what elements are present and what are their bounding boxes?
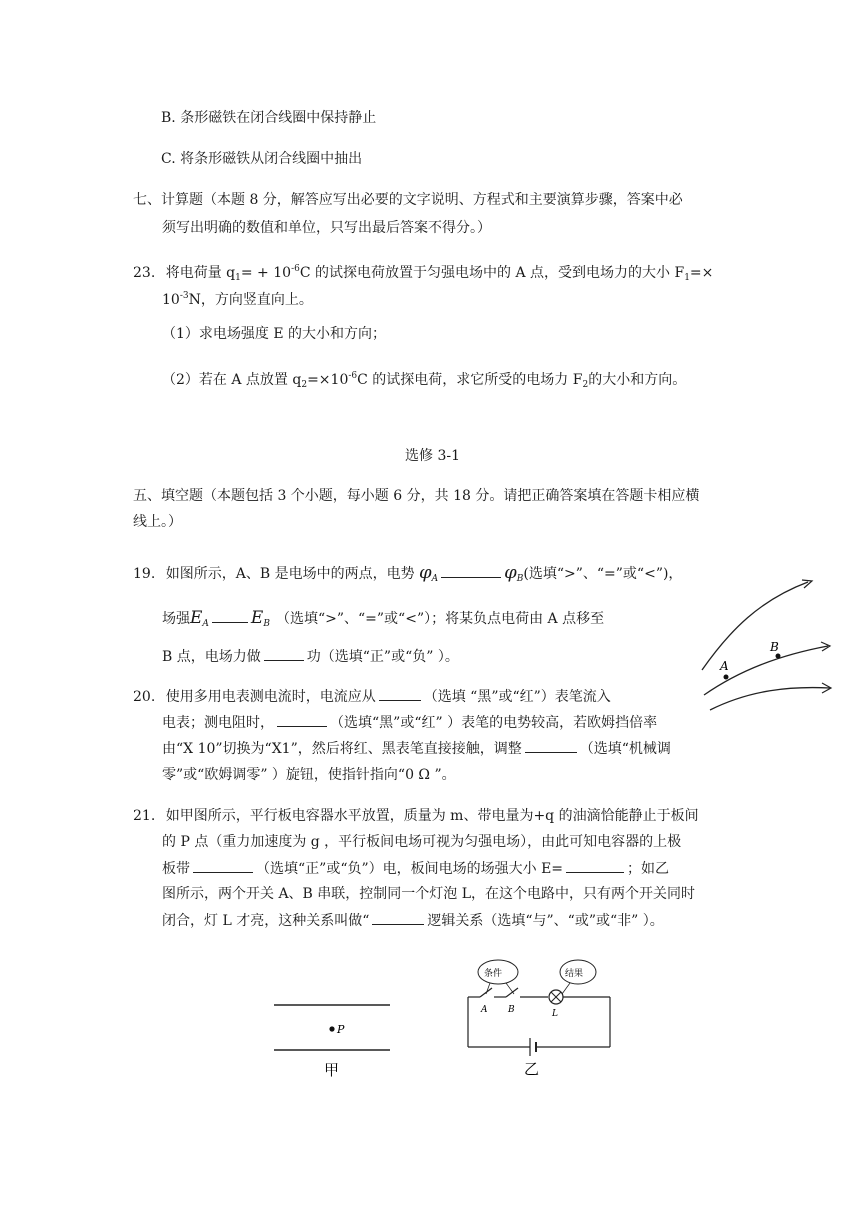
oil-drop-p: [329, 1026, 334, 1031]
q19-line1: 19. 如图所示，A、B 是电场中的两点，电势 $\varphi_A$ $\varphi_B$(选填“>”、“=”或“<”)，: [133, 562, 683, 584]
switch-a: [480, 988, 492, 997]
option-c: C. 将条形磁铁从闭合线圈中抽出: [161, 151, 363, 167]
condition-label: 条件: [484, 969, 503, 979]
figure-jia-label: 甲: [324, 1061, 340, 1079]
lamp-l-label: L: [552, 1009, 558, 1019]
capacitor-figure: [270, 995, 400, 1080]
switch-a-label: A: [481, 1005, 488, 1015]
switch-b: [506, 988, 518, 997]
switch-b-label: B: [508, 1005, 515, 1015]
answer-blank[interactable]: [372, 910, 424, 925]
option-b: B. 条形磁铁在闭合线圈中保持静止: [161, 110, 377, 126]
q23-line2: $10^{-3}N$，方向竖直向上。: [162, 291, 313, 308]
q21-line3: 板带 （选填“正”或“负”）电，板间电场的场强大小 E= ；如乙: [162, 858, 669, 879]
answer-blank[interactable]: [525, 738, 577, 753]
q23-number: 23.: [133, 265, 156, 281]
answer-blank[interactable]: [566, 858, 624, 873]
answer-blank[interactable]: [264, 646, 304, 661]
q21-number: 21.: [133, 808, 156, 824]
q23-line1: 23. 将电荷量 $q_1= + 10^{-6}C$ 的试探电荷放置于匀强电场中的 A 点，受到电场力的大小 $F_1=\times$: [133, 264, 714, 283]
q19-line2: 场强$E_A$ $E_B$ （选填“>”、“=”或“<”）；将某负点电荷由 A 点移至: [162, 608, 605, 629]
section5-instructions-line1: 五、填空题（本题包括 3 个小题，每小题 6 分，共 18 分。请把正确答案填在答题卡相应横: [133, 488, 700, 504]
field-line: [702, 582, 808, 670]
point-b-label: B: [770, 640, 779, 654]
answer-blank[interactable]: [441, 563, 501, 578]
q21-line5: 闭合，灯 L 才亮，这种关系叫做“ 逻辑关系（选填“与”、“或”或“非” ）。: [162, 910, 664, 931]
q20-line1: 20. 使用多用电表测电流时，电流应从 （选填 “黑”或“红”）表笔流入: [133, 686, 611, 707]
q19-number: 19.: [133, 566, 156, 582]
point-a: [724, 675, 729, 680]
section7-instructions-line1: 七、计算题（本题 8 分，解答应写出必要的文字说明、方程式和主要演算步骤，答案中必: [133, 192, 683, 208]
q21-line2: 的 P 点（重力加速度为 g ，平行板间电场可视为匀强电场），由此可知电容器的上极: [162, 834, 682, 850]
q20-line3: 由“X 10”切换为“X1”，然后将红、黑表笔直接接触，调整 （选填“机械调: [162, 738, 671, 759]
q20-number: 20.: [133, 689, 156, 705]
answer-blank[interactable]: [379, 686, 421, 701]
circuit-figure: [460, 952, 620, 1080]
result-label: 结果: [565, 969, 584, 979]
point-a-label: A: [720, 659, 729, 673]
answer-blank[interactable]: [193, 858, 253, 873]
q21-line4: 图所示，两个开关 A、B 串联，控制同一个灯泡 L，在这个电路中，只有两个开关同时: [162, 886, 696, 902]
q20-line2: 电表；测电阻时， （选填“黑”或“红” ）表笔的电势较高，若欧姆挡倍率: [162, 712, 657, 733]
q19-line3: B 点，电场力做 功（选填“正”或“负” ）。: [162, 646, 459, 667]
point-p-label: P: [337, 1023, 345, 1036]
q20-line4: 零”或“欧姆调零” ）旋钮，使指针指向“0 Ω ”。: [162, 767, 456, 783]
figure-yi-label: 乙: [524, 1060, 540, 1078]
electric-field-figure: [690, 570, 850, 720]
section7-instructions-line2: 须写出明确的数值和单位，只写出最后答案不得分。）: [162, 220, 491, 236]
answer-blank[interactable]: [277, 712, 327, 727]
section-heading: 选修 3-1: [405, 448, 460, 464]
point-b: [776, 654, 781, 659]
section5-instructions-line2: 线上。）: [133, 514, 182, 530]
q23-part1: （1）求电场强度 E 的大小和方向；: [162, 326, 387, 342]
field-line: [710, 688, 830, 710]
q21-line1: 21. 如甲图所示，平行板电容器水平放置，质量为 m、带电量为+q 的油滴恰能静止于板间: [133, 808, 699, 824]
answer-blank[interactable]: [212, 608, 248, 623]
q23-part2: （2）若在 A 点放置 $q_2=\times 10^{-6}C$ 的试探电荷，求它所受的电场力 $F_2$的大小和方向。: [162, 371, 687, 390]
